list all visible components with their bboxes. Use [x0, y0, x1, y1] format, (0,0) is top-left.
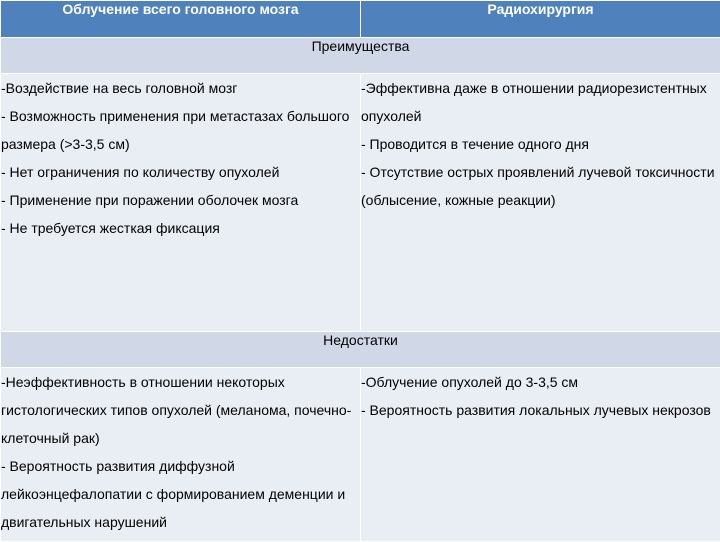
header-row: [1, 1, 720, 38]
section-row-disadvantages: [1, 332, 720, 368]
section-title-advantages: Преимущества: [1, 38, 720, 74]
section-row-advantages: [1, 38, 720, 74]
list-item: -Воздействие на весь головной мозг: [1, 74, 360, 102]
disadvantages-row: [1, 368, 720, 542]
advantages-row: [1, 74, 720, 332]
list-item: - Проводится в течение одного дня: [361, 130, 720, 158]
list-item: - Не требуется жесткая фиксация: [1, 214, 360, 242]
list-item: -Эффективна даже в отношении радиорезистентных опухолей: [361, 74, 720, 130]
list-item: - Вероятность развития диффузной лейкоэнцефалопатии с формированием деменции и двигательных нарушений: [1, 452, 360, 536]
section-title-disadvantages: Недостатки: [1, 332, 720, 368]
list-item: - Отсутствие острых проявлений лучевой токсичности (облысение, кожные реакции): [361, 158, 720, 214]
list-item: - Нет ограничения по количеству опухолей: [1, 158, 360, 186]
disadvantages-whole-brain-cell: [1, 368, 361, 542]
disadvantages-radiosurgery-cell: [361, 368, 720, 542]
list-item: -Облучение опухолей до 3-3,5 см: [361, 368, 720, 396]
list-item: - Вероятность развития локальных лучевых некрозов: [361, 396, 720, 424]
list-item: - Применение при поражении оболочек мозга: [1, 186, 360, 214]
list-item: -Неэффективность в отношении некоторых гистологических типов опухолей (меланома, почечно-клеточный рак): [1, 368, 360, 452]
list-item: - Возможность применения при метастазах большого размера (>3-3,5 см): [1, 102, 360, 158]
header-radiosurgery: Радиохирургия: [361, 1, 720, 38]
advantages-radiosurgery-cell: [361, 74, 720, 332]
header-whole-brain: Облучение всего головного мозга: [1, 1, 361, 38]
advantages-whole-brain-cell: [1, 74, 361, 332]
